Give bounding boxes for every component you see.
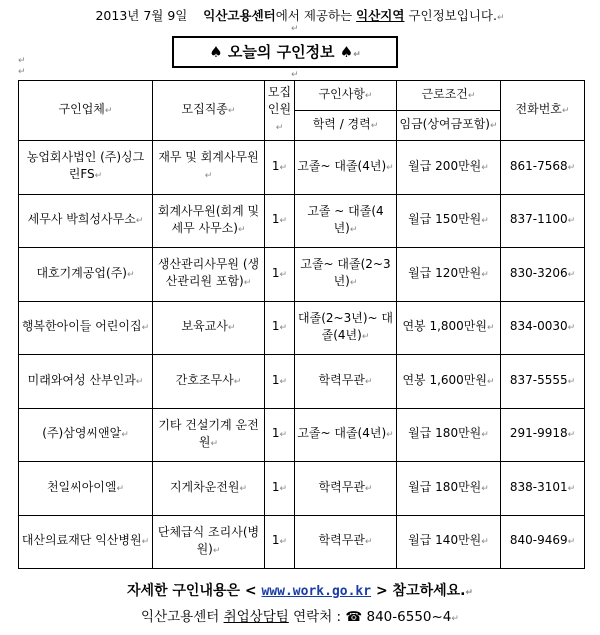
header-date: 2013년 7월 9일	[95, 8, 188, 23]
table-row	[19, 462, 585, 516]
cell-education: 대졸(2~3년)~ 대졸(4년)↵	[295, 301, 397, 355]
header-job: 모집직종↵	[153, 81, 265, 141]
cell-wage: 월급 200만원↵	[397, 141, 501, 195]
footer-center: 익산고용센터	[141, 609, 220, 625]
cell-count: 1↵	[265, 355, 295, 409]
cell-education: 학력무관↵	[295, 355, 397, 409]
cell-phone: 837-5555↵	[501, 355, 585, 409]
header-line: 2013년 7월 9일 익산고용센터에서 제공하는 익산지역 구인정보입니다.↵	[95, 8, 505, 23]
cell-education: 고졸~ 대졸(2~3년)↵	[295, 248, 397, 302]
cell-job: 보육교사↵	[153, 301, 265, 355]
cell-company: 천일씨아이엘↵	[19, 462, 153, 516]
cell-phone: 838-3101↵	[501, 462, 585, 516]
cell-job: 회계사무원(회계 및 세무 사무소)↵	[153, 194, 265, 248]
spade-icon: ♠	[209, 43, 223, 61]
footer-contact: 익산고용센터 취업상담팀 연락처 : ☎ 840-6550~4↵	[141, 609, 459, 625]
table-row	[19, 408, 585, 462]
cell-count: 1↵	[265, 462, 295, 516]
footer-prefix: 자세한 구인내용은 <	[126, 583, 257, 599]
table-row	[19, 248, 585, 302]
header-provides: 에서 제공하는	[275, 8, 353, 23]
cell-count: 1↵	[265, 248, 295, 302]
cell-job: 단체급식 조리사(병원)↵	[153, 515, 265, 569]
cell-company: 행복한아이들 어린이집↵	[19, 301, 153, 355]
job-table	[18, 80, 585, 569]
footer-suffix: > 참고하세요.	[375, 583, 466, 599]
cell-phone: 830-3206↵	[501, 248, 585, 302]
cell-company: 대호기계공업(주)↵	[19, 248, 153, 302]
cell-wage: 월급 180만원↵	[397, 462, 501, 516]
cell-wage: 월급 150만원↵	[397, 194, 501, 248]
cell-company: (주)삼영씨앤알↵	[19, 408, 153, 462]
cell-wage: 연봉 1,600만원↵	[397, 355, 501, 409]
cell-wage: 월급 180만원↵	[397, 408, 501, 462]
header-phone: 전화번호↵	[501, 81, 585, 141]
table-row	[19, 301, 585, 355]
cell-company: 대산의료재단 익산병원↵	[19, 515, 153, 569]
cell-education: 고졸~ 대졸(4년)↵	[295, 408, 397, 462]
cell-phone: 291-9918↵	[501, 408, 585, 462]
header-conditions: 근로조건↵	[397, 81, 501, 111]
cell-job: 간호조무사↵	[153, 355, 265, 409]
cell-phone: 840-9469↵	[501, 515, 585, 569]
banner: ♠ 오늘의 구인정보 ♠↵	[172, 36, 398, 68]
cell-wage: 연봉 1,800만원↵	[397, 301, 501, 355]
table-row	[19, 355, 585, 409]
cell-count: 1↵	[265, 301, 295, 355]
cell-job: 생산관리사무원 (생산관리원 포함)↵	[153, 248, 265, 302]
cell-company: 미래와여성 산부인과↵	[19, 355, 153, 409]
footer-dept: 취업상담팀	[223, 609, 289, 625]
header-wage: 임금(상여금포함)↵	[397, 111, 501, 141]
cell-count: 1↵	[265, 515, 295, 569]
cell-education: 고졸 ~ 대졸(4년)↵	[295, 194, 397, 248]
cell-count: 1↵	[265, 408, 295, 462]
cell-job: 지게차운전원↵	[153, 462, 265, 516]
header-requirements: 구인사항↵	[295, 81, 397, 111]
cell-count: 1↵	[265, 141, 295, 195]
cell-job: 재무 및 회계사무원↵	[153, 141, 265, 195]
cell-company: 농업회사법인 (주)싱그린FS↵	[19, 141, 153, 195]
cell-education: 고졸~ 대졸(4년)↵	[295, 141, 397, 195]
cell-wage: 월급 140만원↵	[397, 515, 501, 569]
header-company: 구인업체↵	[19, 81, 153, 141]
spade-icon: ♠	[339, 43, 354, 61]
worknet-link[interactable]: www.work.go.kr	[261, 584, 372, 599]
header-center: 익산고용센터	[203, 8, 276, 23]
banner-title: 오늘의 구인정보	[227, 43, 335, 61]
table-row	[19, 141, 585, 195]
footer-phone: 840-6550~4	[366, 609, 452, 625]
footer-label: 연락처 :	[293, 609, 342, 625]
cell-company: 세무사 박희성사무소↵	[19, 194, 153, 248]
cell-wage: 월급 120만원↵	[397, 248, 501, 302]
cell-job: 기타 건설기계 운전원↵	[153, 408, 265, 462]
header-suffix: 구인정보입니다.	[408, 8, 497, 23]
table-row	[19, 515, 585, 569]
header-education: 학력 / 경력↵	[295, 111, 397, 141]
header-region: 익산지역	[356, 8, 405, 23]
header-count: 모집인원↵	[265, 81, 295, 141]
table-row	[19, 194, 585, 248]
cell-phone: 837-1100↵	[501, 194, 585, 248]
cell-phone: 834-0030↵	[501, 301, 585, 355]
cell-education: 학력무관↵	[295, 515, 397, 569]
cell-education: 학력무관↵	[295, 462, 397, 516]
telephone-icon: ☎	[345, 609, 363, 625]
cell-count: 1↵	[265, 194, 295, 248]
footer-reference: 자세한 구인내용은 < www.work.go.kr > 참고하세요.↵	[126, 583, 474, 599]
cell-phone: 861-7568↵	[501, 141, 585, 195]
